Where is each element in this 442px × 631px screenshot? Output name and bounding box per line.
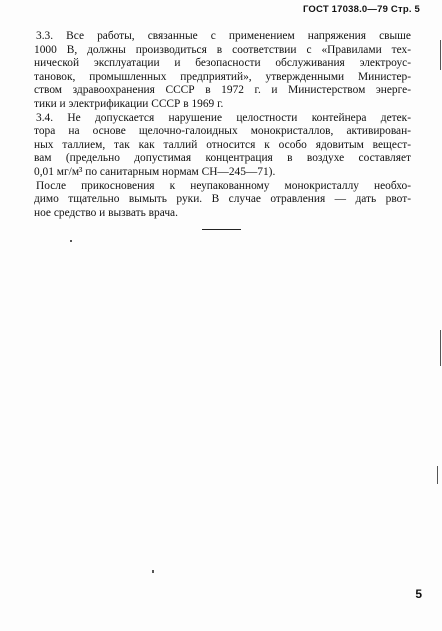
text-line: ных таллием, так как таллий относится к особо ядовитым вещест- (34, 138, 411, 151)
text-line: 3.4. Не допускается нарушение целостности контейнера детек- (36, 111, 411, 124)
text-line: тора на основе щелочно-галоидных монокристаллов, активирован- (34, 125, 411, 138)
scan-mark (440, 330, 441, 366)
page-number: 5 (415, 587, 422, 601)
paragraph-3-4 (34, 112, 411, 180)
scan-mark (440, 40, 441, 70)
scan-mark (70, 240, 72, 242)
page-header: ГОСТ 17038.0—79 Стр. 5 (302, 4, 420, 15)
text-line: димо тщательно вымыть руки. В случае отравления — дать рвот- (34, 193, 411, 206)
paragraph-3-3 (34, 30, 411, 112)
body-text (34, 30, 411, 220)
text-line: ством здравоохранения СССР в 1972 г. и Министерством энерге- (34, 84, 411, 97)
paragraph-after-contact (34, 180, 411, 221)
text-line: 1000 В, должны производиться в соответствии с «Правилами тех- (34, 43, 411, 56)
text-line: тики и электрификации СССР в 1969 г. (34, 97, 224, 110)
text-line: нической эксплуатации и безопасности обслуживания электроус- (34, 57, 411, 70)
text-line: тановок, промышленных предприятий», утвержденными Министер- (34, 70, 411, 83)
scan-mark (152, 570, 154, 573)
scan-mark (437, 466, 438, 484)
text-line: 0,01 мг/м³ по санитарным нормам СН—245—71). (34, 165, 276, 178)
text-line: После прикосновения к неупакованному монокристаллу необхо- (36, 179, 411, 192)
text-line: вам (предельно допустимая концентрация в воздухе составляет (34, 152, 411, 165)
text-line: 3.3. Все работы, связанные с применением напряжения свыше (36, 30, 411, 42)
text-line: ное средство и вызвать врача. (34, 206, 178, 219)
section-divider (202, 229, 241, 230)
